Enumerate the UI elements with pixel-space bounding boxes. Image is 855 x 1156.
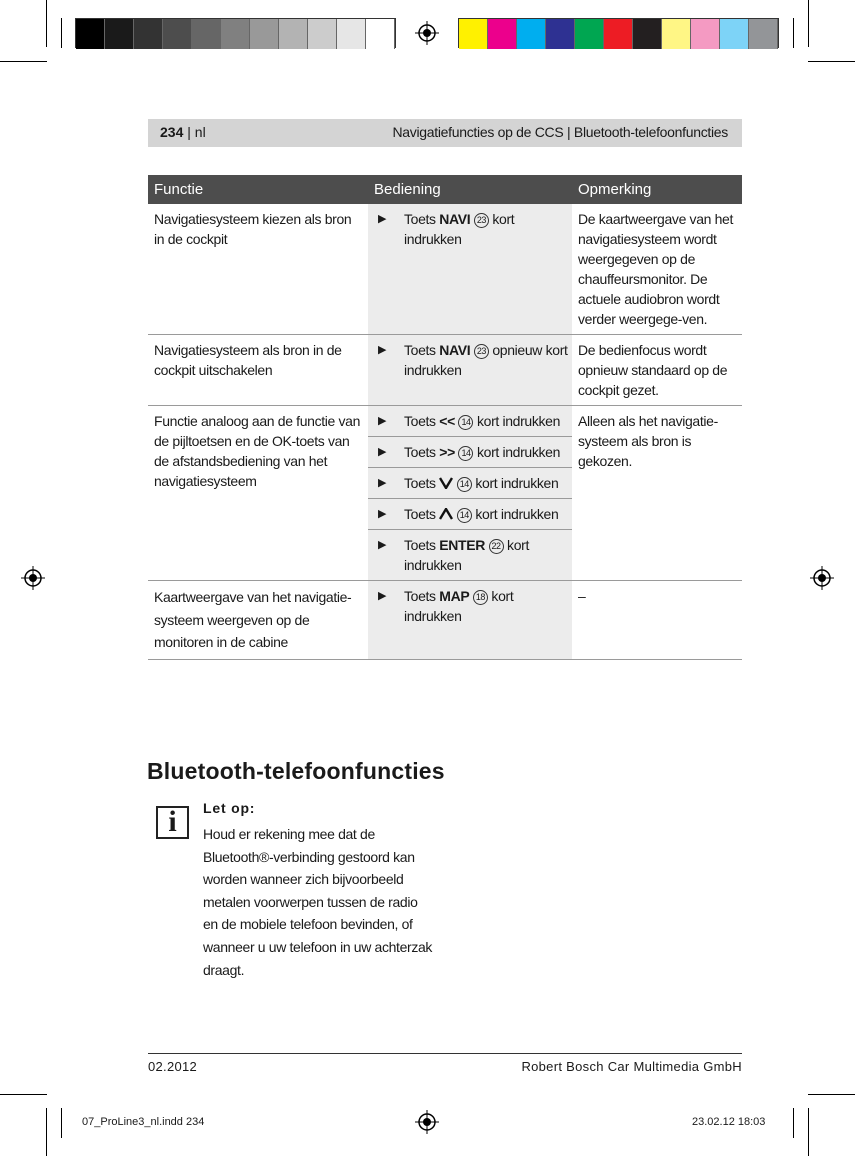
step-prefix: Toets bbox=[404, 444, 440, 460]
page-number: 234 | nl bbox=[160, 124, 206, 140]
operation-step bbox=[368, 498, 572, 529]
step-prefix: Toets bbox=[404, 211, 440, 227]
slug-file: 07_ProLine3_nl.indd 234 bbox=[82, 1116, 205, 1128]
crop-mark bbox=[808, 1094, 855, 1095]
step-prefix: Toets bbox=[404, 342, 440, 358]
chevron-up-icon bbox=[439, 506, 453, 522]
color-swatch bbox=[546, 19, 575, 49]
color-swatch bbox=[633, 19, 662, 49]
step-suffix: kort indrukken bbox=[473, 444, 561, 460]
column-header: Functie bbox=[154, 181, 204, 198]
reference-number: 22 bbox=[489, 539, 504, 554]
reference-number: 14 bbox=[458, 446, 473, 461]
crop-mark bbox=[808, 61, 855, 62]
operation-cell bbox=[368, 204, 572, 334]
table-row bbox=[148, 204, 742, 335]
note-body: Houd er rekening mee dat de Bluetooth®-verbinding gestoord kan worden wanneer zich bijvoorbeeld metalen voorwerpen tussen de radio en de mobiele telefoon bevinden, of wanneer u uw telefoon in uw achterzak draagt. bbox=[203, 826, 433, 978]
color-swatch bbox=[691, 19, 720, 49]
function-cell: Navigatiesysteem als bron in de cockpit uitschakelen bbox=[154, 342, 342, 378]
gray-swatch bbox=[250, 19, 279, 49]
crop-mark bbox=[0, 61, 47, 62]
grayscale-color-bar bbox=[75, 18, 396, 48]
reference-number: 14 bbox=[458, 415, 473, 430]
operation-step bbox=[368, 581, 572, 631]
step-suffix: kort indrukken bbox=[471, 475, 559, 491]
step-suffix: opnieuw kort indrukken bbox=[404, 342, 568, 378]
table-row bbox=[148, 406, 742, 581]
key-label: >> bbox=[439, 444, 455, 460]
reference-number: 23 bbox=[474, 344, 489, 359]
color-swatch bbox=[517, 19, 546, 49]
gray-swatch bbox=[221, 19, 250, 49]
registration-mark-icon bbox=[415, 1110, 439, 1134]
color-swatch bbox=[604, 19, 633, 49]
table-body bbox=[148, 204, 742, 660]
crop-mark bbox=[46, 0, 47, 47]
key-label: NAVI bbox=[439, 211, 471, 227]
step-suffix: kort indrukken bbox=[404, 537, 529, 573]
color-swatch bbox=[488, 19, 517, 49]
gray-swatch bbox=[105, 19, 134, 49]
reference-number: 14 bbox=[457, 508, 472, 523]
footer-rule bbox=[148, 1053, 742, 1054]
note-heading: Let op: bbox=[203, 800, 256, 816]
step-suffix: kort indrukken bbox=[404, 588, 514, 624]
color-swatch bbox=[459, 19, 488, 49]
arrow-right-icon: ▶ bbox=[378, 477, 387, 489]
key-label: ENTER bbox=[439, 537, 485, 553]
footer-publisher: Robert Bosch Car Multimedia GmbH bbox=[521, 1059, 742, 1074]
function-cell: Navigatiesysteem kiezen als bron in de cockpit bbox=[154, 211, 352, 247]
arrow-right-icon: ▶ bbox=[378, 415, 387, 427]
step-prefix: Toets bbox=[404, 588, 440, 604]
step-prefix: Toets bbox=[404, 413, 440, 429]
arrow-right-icon: ▶ bbox=[378, 539, 387, 551]
crop-mark bbox=[808, 1108, 809, 1156]
header-title: Navigatiefuncties op de CCS | Bluetooth-telefoonfuncties bbox=[392, 124, 728, 140]
footer-date: 02.2012 bbox=[148, 1059, 198, 1074]
crop-mark bbox=[61, 18, 62, 48]
gray-swatch bbox=[163, 19, 192, 49]
remark-cell: De bedienfocus wordt opnieuw standaard op de cockpit gezet. bbox=[578, 342, 728, 398]
registration-mark-icon bbox=[415, 21, 439, 45]
operation-step bbox=[368, 529, 572, 580]
color-swatch bbox=[720, 19, 749, 49]
operation-cell bbox=[368, 406, 572, 580]
remark-cell: De kaartweergave van het navigatiesysteem wordt weergegeven op de chauffeursmonitor. De actuele audiobron wordt verder weergege-ven. bbox=[578, 211, 734, 327]
running-header bbox=[148, 119, 742, 147]
arrow-right-icon: ▶ bbox=[378, 446, 387, 458]
crop-mark bbox=[793, 18, 794, 48]
table-row bbox=[148, 581, 742, 660]
gray-swatch bbox=[337, 19, 366, 49]
gray-swatch bbox=[279, 19, 308, 49]
section-title: Bluetooth-telefoonfuncties bbox=[147, 758, 445, 784]
operation-step bbox=[368, 467, 572, 498]
step-prefix: Toets bbox=[404, 475, 440, 491]
gray-swatch bbox=[76, 19, 105, 49]
gray-swatch bbox=[192, 19, 221, 49]
step-suffix: kort indrukken bbox=[473, 413, 561, 429]
crop-mark bbox=[808, 0, 809, 47]
registration-mark-icon bbox=[21, 566, 45, 590]
function-table bbox=[148, 175, 742, 660]
crop-mark bbox=[793, 1108, 794, 1138]
color-swatch bbox=[662, 19, 691, 49]
function-cell: Functie analoog aan de functie van de pijltoetsen en de OK-toets van de afstandsbediening van het navigatiesysteem bbox=[154, 413, 361, 489]
reference-number: 18 bbox=[473, 590, 488, 605]
key-label: MAP bbox=[439, 588, 470, 604]
crop-mark bbox=[61, 1108, 62, 1138]
operation-step bbox=[368, 406, 572, 436]
reference-number: 23 bbox=[474, 213, 489, 228]
operation-cell bbox=[368, 581, 572, 659]
arrow-right-icon: ▶ bbox=[378, 213, 387, 225]
step-suffix: kort indrukken bbox=[404, 211, 515, 247]
color-swatch bbox=[749, 19, 778, 49]
operation-cell bbox=[368, 335, 572, 405]
column-header: Bediening bbox=[374, 181, 441, 198]
color-swatch bbox=[575, 19, 604, 49]
table-row bbox=[148, 335, 742, 406]
reference-number: 14 bbox=[457, 477, 472, 492]
arrow-right-icon: ▶ bbox=[378, 508, 387, 520]
table-header bbox=[148, 175, 742, 204]
crop-mark bbox=[46, 1108, 47, 1156]
step-suffix: kort indrukken bbox=[471, 506, 559, 522]
arrow-right-icon: ▶ bbox=[378, 590, 387, 602]
gray-swatch bbox=[366, 19, 395, 49]
crop-mark bbox=[0, 1094, 47, 1095]
remark-cell: – bbox=[578, 588, 586, 604]
registration-mark-icon bbox=[810, 566, 834, 590]
process-color-bar bbox=[458, 18, 779, 48]
function-cell: Kaartweergave van het navigatie-systeem weergeven op de monitoren in de cabine bbox=[154, 589, 352, 650]
gray-swatch bbox=[134, 19, 163, 49]
column-header: Opmerking bbox=[578, 181, 652, 198]
key-label: << bbox=[439, 413, 455, 429]
operation-step bbox=[368, 335, 572, 385]
step-prefix: Toets bbox=[404, 506, 440, 522]
operation-step bbox=[368, 436, 572, 467]
info-icon: i bbox=[156, 806, 189, 839]
gray-swatch bbox=[308, 19, 337, 49]
slug-timestamp: 23.02.12 18:03 bbox=[692, 1116, 766, 1128]
chevron-down-icon bbox=[439, 475, 453, 491]
operation-step bbox=[368, 204, 572, 254]
key-label: NAVI bbox=[439, 342, 471, 358]
remark-cell: Alleen als het navigatie-systeem als bron is gekozen. bbox=[578, 413, 718, 469]
arrow-right-icon: ▶ bbox=[378, 344, 387, 356]
step-prefix: Toets bbox=[404, 537, 440, 553]
